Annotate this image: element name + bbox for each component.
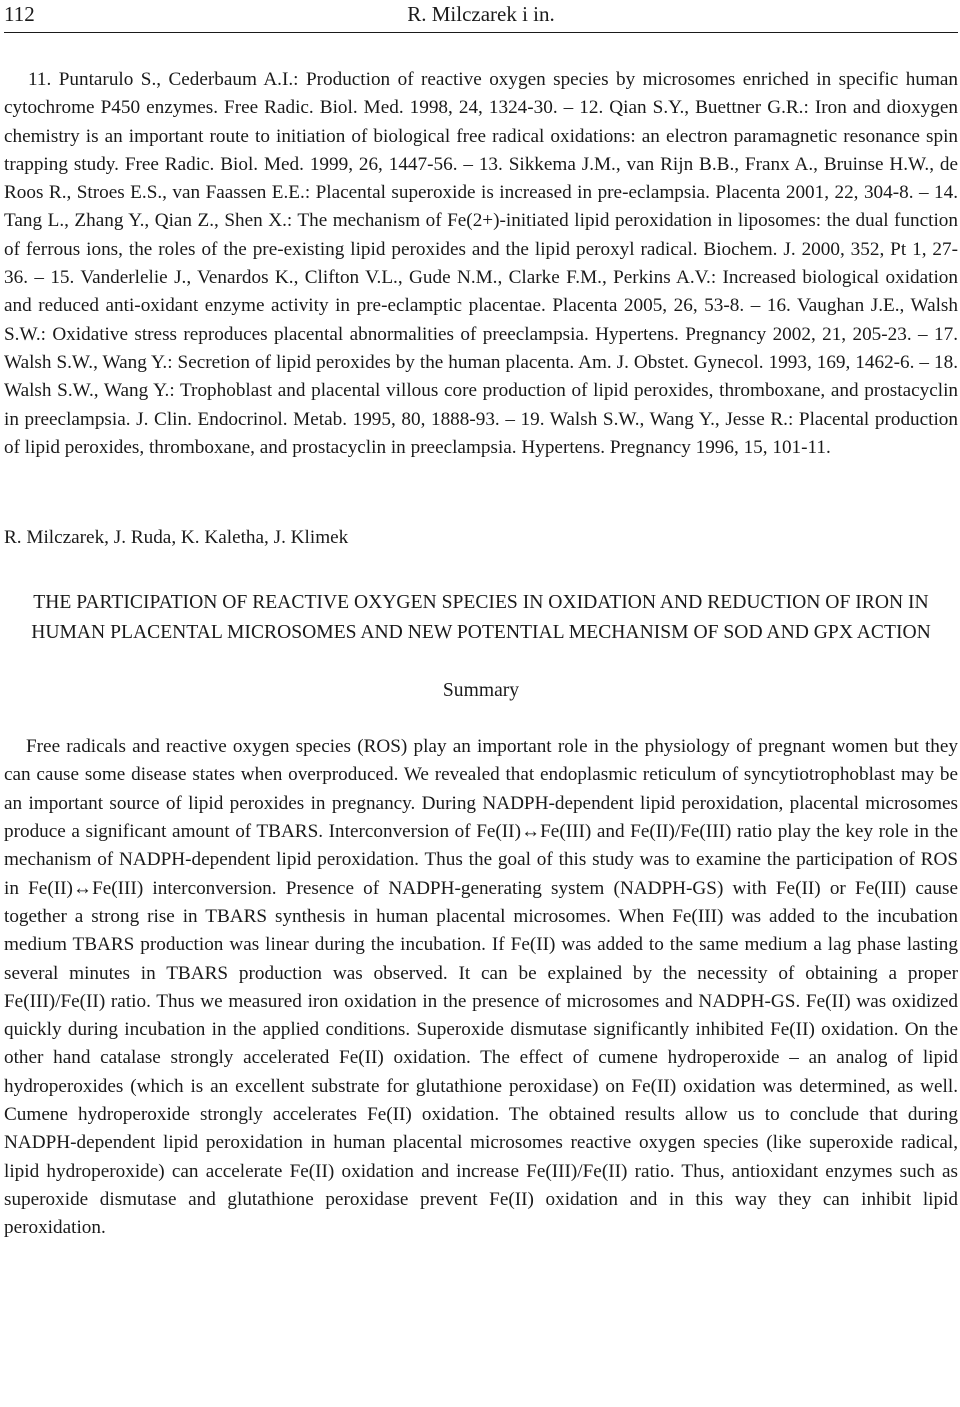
header-rule [4,32,958,33]
page-number: 112 [4,2,35,26]
page [4,0,958,1262]
running-head [4,0,958,38]
references-list: 11. Puntarulo S., Cederbaum A.I.: Production of reactive oxygen species by microsomes enriched in specific human cytochrome P450 enzymes. Free Radic. Biol. Med. 1998, 24, 1324-30. – 12. Qian S.Y., Buettner G.R.: Iron and dioxygen chemistry is an important route to initiation of biological free radical oxidations: an electron paramagnetic resonance spin trapping study. Free Radic. Biol. Med. 1999, 26, 1447-56. – 13. Sikkema J.M., van Rijn B.B., Franx A., Bruinse H.W., de Roos R., Stroes E.S., van Faassen E.E.: Placental superoxide is increased in pre-eclampsia. Placenta 2001, 22, 304-8. – 14. Tang L., Zhang Y., Qian Z., Shen X.: The mechanism of Fe(2+)-initiated lipid peroxidation in liposomes: the dual function of ferrous ions, the roles of the pre-existing lipid peroxides and the lipid peroxyl radical. Biochem. J. 2000, 352, Pt 1, 27-36. – 15. Vanderlelie J., Venardos K., Clifton V.L., Gude N.M., Clarke F.M., Perkins A.V.: Increased biological oxidation and reduced anti-oxidant enzyme activity in pre-eclamptic placentae. Placenta 2005, 26, 53-8. – 16. Vaughan J.E., Walsh S.W.: Oxidative stress reproduces placental abnormalities of preeclampsia. Hypertens. Pregnancy 2002, 21, 205-23. – 17. Walsh S.W., Wang Y.: Secretion of lipid peroxides by the human placenta. Am. J. Obstet. Gynecol. 1993, 169, 1462-6. – 18. Walsh S.W., Wang Y.: Trophoblast and placental villous core production of lipid peroxides, thromboxane, and prostacyclin in preeclampsia. J. Clin. Endocrinol. Metab. 1995, 80, 1888-93. – 19. Walsh S.W., Wang Y., Jesse R.: Placental production of lipid peroxides, thromboxane, and prostacyclin in preeclampsia. Hypertens. Pregnancy 1996, 15, 101-11. [4,69,958,458]
abstract-authors: R. Milczarek, J. Ruda, K. Kaletha, J. Klimek [4,527,349,549]
summary-text: Free radicals and reactive oxygen species (ROS) play an important role in the physiology of pregnant women but they can cause some disease states when overproduced. We revealed that endoplasmic reticulum of syncytiotrophoblast may be an important source of lipid peroxides in pregnancy. During NADPH-dependent lipid peroxidation, placental microsomes produce a significant amount of TBARS. Interconversion of Fe(II)↔Fe(III) and Fe(II)/Fe(III) ratio play the key role in the mechanism of NADPH-dependent lipid peroxidation. Thus the goal of this study was to examine the participation of ROS in Fe(II)↔Fe(III) interconversion. Presence of NADPH-generating system (NADPH-GS) with Fe(II) or Fe(III) cause together a strong rise in TBARS synthesis in human placental microsomes. When Fe(III) was added to the incubation medium TBARS production was linear during the incubation. If Fe(II) was added to the same medium a lag phase lasting several minutes in TBARS production was observed. It can be explained by the necessity of obtaining a proper Fe(III)/Fe(II) ratio. Thus we measured iron oxidation in the presence of microsomes and NADPH-GS. Fe(II) was oxidized quickly during incubation in the applied conditions. Superoxide dismutase significantly inhibited Fe(II) oxidation. On the other hand catalase strongly accelerated Fe(II) oxidation. The effect of cumene hydroperoxide – an analog of lipid hydroperoxides (which is an excellent substrate for glutathione peroxidase) on Fe(II) oxidation was determined, as well. Cumene hydroperoxide strongly accelerates Fe(II) oxidation. The obtained results allow us to conclude that during NADPH-dependent lipid peroxidation in human placental microsomes reactive oxygen species (like superoxide radical, lipid hydroperoxide) can accelerate Fe(II) oxidation and increase Fe(III)/Fe(II) ratio. Thus, antioxidant enzymes such as superoxide dismutase and glutathione peroxidase prevent Fe(II) oxidation and in this way they can inhibit lipid peroxidation. [4,736,958,1239]
abstract-title: THE PARTICIPATION OF REACTIVE OXYGEN SPECIES IN OXIDATION AND REDUCTION OF IRON IN HUMAN PLACENTAL MICROSOMES AND NEW POTENTIAL MECHANISM OF SOD AND GPX ACTION [31,592,931,643]
summary-heading: Summary [442,680,520,702]
running-title: R. Milczarek i in. [407,2,555,26]
